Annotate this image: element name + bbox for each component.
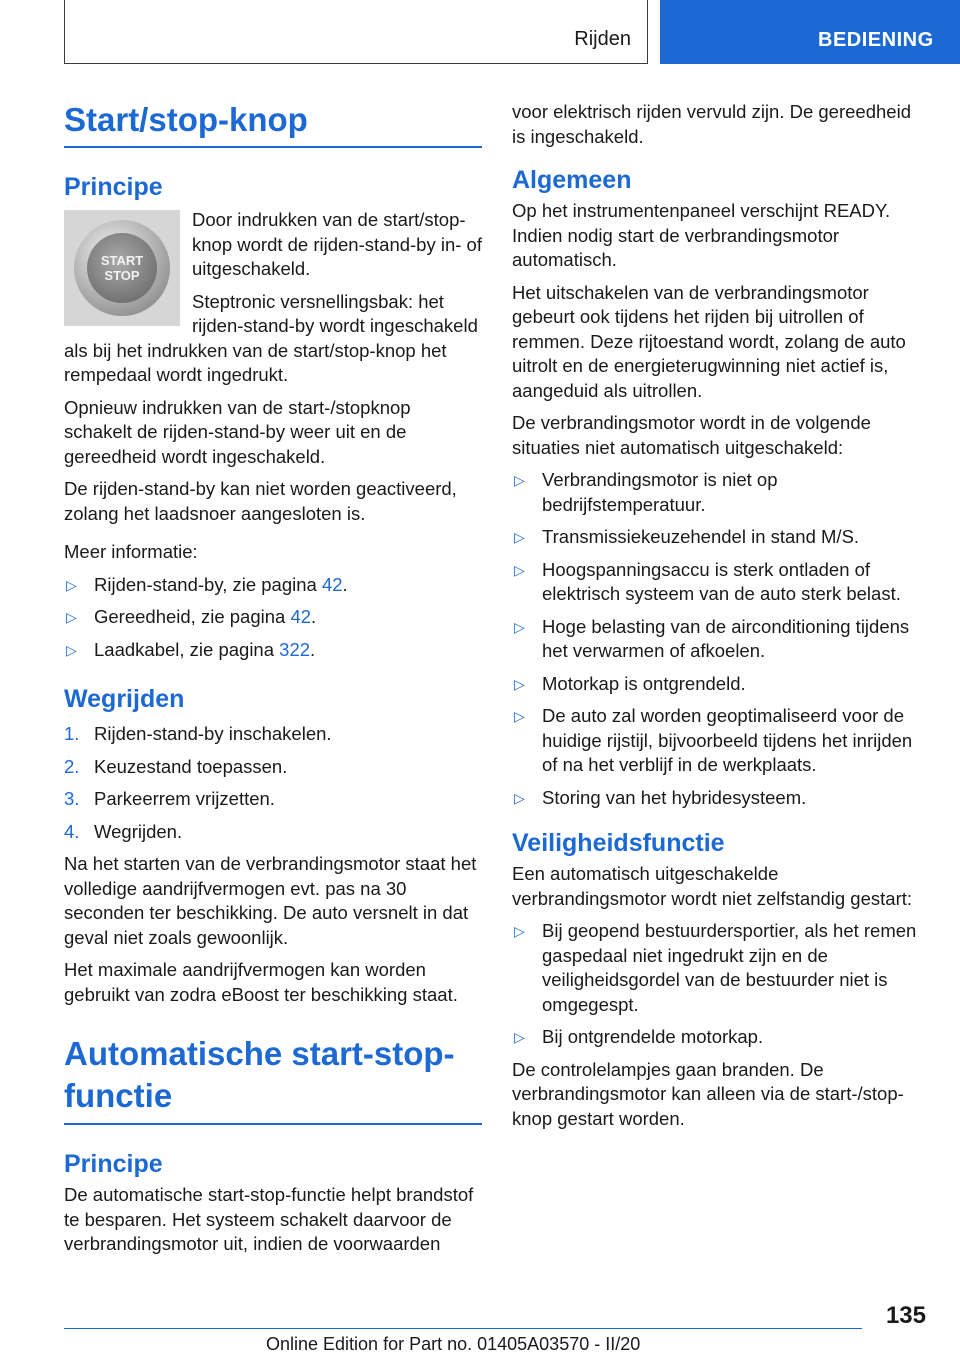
list-item: ▷ Bij geopend bestuurdersportier, als het remen gaspedaal niet ingedrukt zijn en de veiligheidsgordel van de bestuurder niet is omgegespt. xyxy=(514,920,917,1015)
triangle-bullet-icon: ▷ xyxy=(514,618,525,635)
list-item: ▷ Hoogspanningsaccu is sterk ontladen of elektrisch systeem van de auto sterk belast. xyxy=(514,558,901,604)
more-info-list xyxy=(64,573,482,663)
right-column xyxy=(512,100,928,1131)
start-label: START xyxy=(100,253,144,268)
list-item: ▷ Verbrandingsmotor is niet op bedrijfstemperatuur. xyxy=(514,469,778,515)
principe-paragraph-3: Opnieuw indrukken van de start-/stopknop schakelt de rijden-stand-by weer uit en de gereedheid wordt ingeschakeld. xyxy=(64,396,411,467)
algemeen-conditions-list xyxy=(512,468,928,810)
page-link[interactable]: 42 xyxy=(321,573,343,595)
footer-divider xyxy=(64,1328,862,1329)
page-number: 135 xyxy=(885,1302,926,1329)
auto-principe-paragraph: De automatische start-stop-functie helpt brandstof te besparen. Het systeem schakelt daarvoor de verbrandingsmotor uit, indien de voorwaarden xyxy=(64,1184,474,1254)
start-stop-button-image xyxy=(64,210,180,326)
auto-start-stop-title: Automatische start-stop-functie xyxy=(64,1035,455,1114)
algemeen-heading: Algemeen xyxy=(512,166,632,194)
page-title: Start/stop-knop xyxy=(64,101,308,138)
principe-paragraph-2: Steptronic versnellingsbak: het rijden-stand-by wordt ingeschakeld als bij het indrukken van de start/stop-knop het rempedaal wordt ingedrukt. xyxy=(64,290,478,385)
step-item: 4. Wegrijden. xyxy=(64,820,482,845)
step-item: 2. Keuzestand toepassen. xyxy=(64,755,482,780)
header-chapter-label: BEDIENING xyxy=(818,29,934,51)
principe-paragraph-4: De rijden-stand-by kan niet worden geactiveerd, zolang het laadsnoer aangesloten is. xyxy=(64,478,457,524)
triangle-bullet-icon: ▷ xyxy=(514,529,525,545)
veiligheid-paragraph-2: De controlelampjes gaan branden. De verbrandingsmotor kan alleen via de start-/stop-knop gestart worden. xyxy=(512,1058,904,1129)
header-section-box xyxy=(64,0,648,64)
continued-paragraph: voor elektrisch rijden vervuld zijn. De gereedheid is ingeschakeld. xyxy=(512,101,911,147)
veiligheid-heading: Veiligheidsfunctie xyxy=(512,829,725,857)
wegrijden-paragraph-1: Na het starten van de verbrandingsmotor staat het volledige aandrijfvermogen evt. pas na 30 seconden ter beschikking. De auto versnelt in dat geval niet zoals gewoonlijk. xyxy=(64,853,477,948)
veiligheid-paragraph-1: Een automatisch uitgeschakelde verbrandingsmotor wordt niet zelfstandig gestart: xyxy=(512,863,913,909)
triangle-bullet-icon: ▷ xyxy=(66,576,77,593)
wegrijden-paragraph-2: Het maximale aandrijfvermogen kan worden gebruikt van zodra eBoost ter beschikking staat. xyxy=(64,959,458,1005)
step-item: 1. Rijden-stand-by inschakelen. xyxy=(64,722,482,747)
stop-label: STOP xyxy=(104,268,140,283)
list-item: ▷ Storing van het hybridesysteem. xyxy=(512,786,928,811)
algemeen-paragraph-3: De verbrandingsmotor wordt in de volgende situaties niet automatisch uitgeschakeld: xyxy=(512,412,871,458)
triangle-bullet-icon: ▷ xyxy=(514,923,525,939)
wegrijden-heading: Wegrijden xyxy=(64,685,185,713)
start-stop-button-ring xyxy=(74,220,170,316)
triangle-bullet-icon: ▷ xyxy=(514,675,525,692)
list-item: ▷ Gereedheid, zie pagina 42. xyxy=(64,605,482,630)
veiligheid-list xyxy=(512,919,928,1050)
step-number: 3. xyxy=(64,788,80,809)
list-item: ▷ Hoge belasting van de airconditioning tijdens het verwarmen of afkoelen. xyxy=(514,615,910,661)
triangle-bullet-icon: ▷ xyxy=(66,641,77,658)
triangle-bullet-icon: ▷ xyxy=(514,561,525,578)
algemeen-paragraph-2: Het uitschakelen van de verbrandingsmotor gebeurt ook tijdens het rijden bij uitrollen of remmen. Deze rijtoestand wordt, zolang de auto uitrolt en de energieterugwinning niet actief is, aangeduid als uitrollen. xyxy=(512,281,906,401)
triangle-bullet-icon: ▷ xyxy=(514,1029,525,1045)
principe-paragraph-1: Door indrukken van de start/stop-knop wordt de rijden-stand-by in- of uitgeschakeld. xyxy=(192,209,482,279)
step-item: 3. Parkeerrem vrijzetten. xyxy=(64,787,482,812)
more-info-label: Meer informatie: xyxy=(64,541,198,562)
wegrijden-steps xyxy=(64,722,482,844)
list-item: ▷ Transmissiekeuzehendel in stand M/S. xyxy=(512,525,928,550)
header-section-label: Rijden xyxy=(574,28,631,50)
list-item: ▷ Rijden-stand-by, zie pagina 42. xyxy=(64,573,482,598)
list-item: ▷ Laadkabel, zie pagina 322. xyxy=(64,638,482,663)
left-column xyxy=(64,100,482,1257)
page-link[interactable]: 42 xyxy=(290,606,312,627)
start-stop-button-face xyxy=(87,233,157,303)
footer-edition: Online Edition for Part no. 01405A03570 - II/20 xyxy=(266,1334,641,1354)
step-number: 2. xyxy=(64,755,80,777)
page-link[interactable]: 322 xyxy=(279,638,311,660)
list-item: ▷ De auto zal worden geoptimaliseerd voor de huidige rijstijl, bijvoorbeeld tijdens het inrijden of na het verblijf in de werkplaats. xyxy=(514,705,913,775)
principe-heading: Principe xyxy=(64,173,163,201)
triangle-bullet-icon: ▷ xyxy=(514,708,525,724)
triangle-bullet-icon: ▷ xyxy=(66,609,77,625)
triangle-bullet-icon: ▷ xyxy=(514,789,525,806)
triangle-bullet-icon: ▷ xyxy=(514,472,525,488)
auto-principe-heading: Principe xyxy=(64,1150,163,1178)
step-number: 1. xyxy=(64,723,80,744)
header-chapter-tab xyxy=(660,0,960,64)
list-item: ▷ Bij ontgrendelde motorkap. xyxy=(512,1025,928,1050)
algemeen-paragraph-1: Op het instrumentenpaneel verschijnt READY. Indien nodig start de verbrandingsmotor automatisch. xyxy=(512,200,891,270)
step-number: 4. xyxy=(64,820,80,842)
list-item: ▷ Motorkap is ontgrendeld. xyxy=(512,672,928,697)
